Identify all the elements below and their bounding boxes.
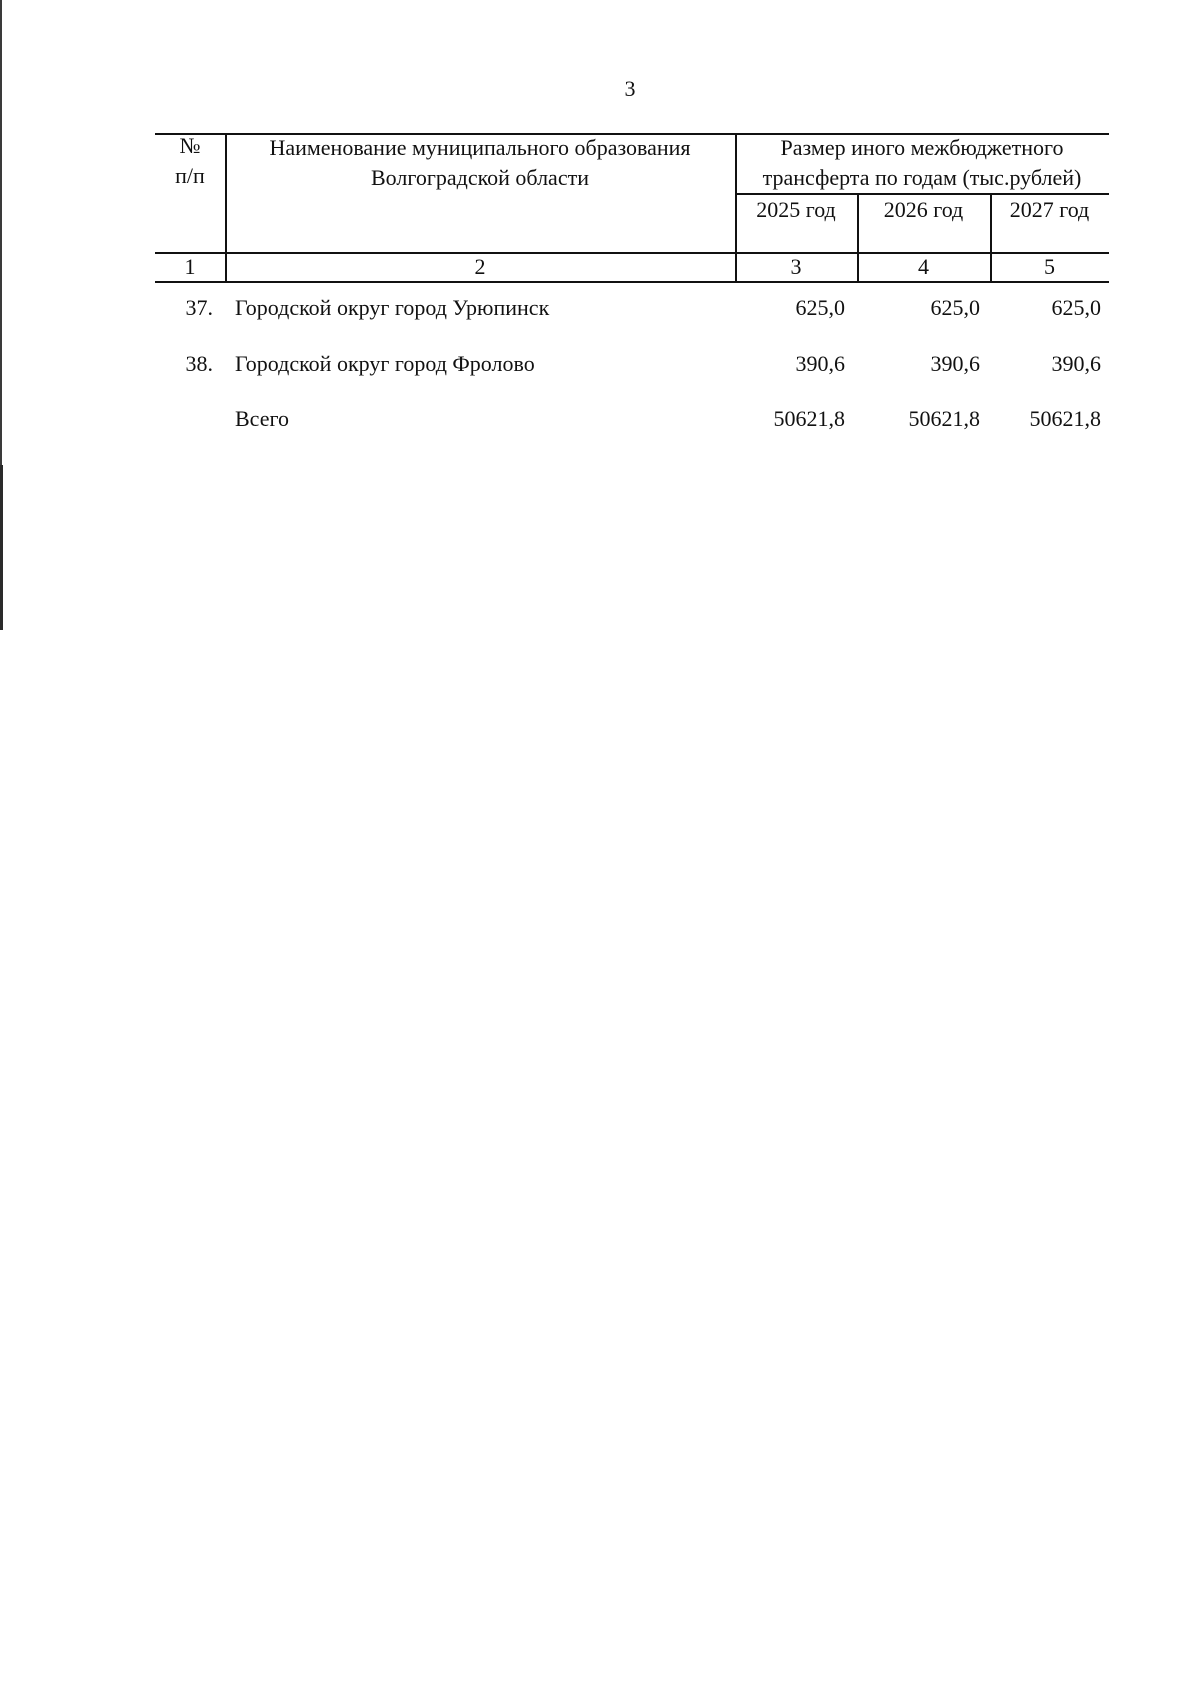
- header-transfer-line1: Размер иного межбюджетного: [780, 135, 1064, 160]
- scan-edge-shadow: [0, 465, 3, 630]
- row-value-2026: 625,0: [930, 295, 980, 320]
- colnum-3: 3: [790, 254, 802, 279]
- row-value-2027: 390,6: [1051, 351, 1101, 376]
- colnum-5: 5: [1044, 254, 1055, 279]
- row-name: Городской округ город Урюпинск: [235, 295, 550, 320]
- row-number: 37.: [185, 295, 213, 320]
- page-number: 3: [624, 76, 636, 101]
- total-value-2026: 50621,8: [908, 406, 980, 431]
- total-value-2027: 50621,8: [1029, 406, 1101, 431]
- row-value-2025: 625,0: [795, 295, 845, 320]
- header-year-2025: 2025 год: [756, 197, 836, 222]
- row-value-2025: 390,6: [795, 351, 845, 376]
- header-transfer-line2: трансферта по годам (тыс.рублей): [762, 165, 1082, 190]
- total-label: Всего: [235, 406, 289, 431]
- row-name: Городской округ город Фролово: [235, 351, 535, 376]
- header-num: № п/п: [175, 133, 205, 188]
- table-header: [155, 133, 1109, 282]
- row-value-2026: 390,6: [930, 351, 980, 376]
- header-name-line1: Наименование муниципального образования: [269, 135, 691, 160]
- colnum-1: 1: [184, 254, 196, 279]
- table-total-row: [155, 406, 1109, 446]
- header-year-2027: 2027 год: [1009, 197, 1090, 222]
- table-row: [155, 351, 1109, 391]
- header-year-2026: 2026 год: [883, 197, 964, 222]
- row-value-2027: 625,0: [1051, 295, 1101, 320]
- colnum-2: 2: [474, 254, 486, 279]
- total-value-2025: 50621,8: [773, 406, 845, 431]
- colnum-4: 4: [918, 254, 929, 279]
- header-name-line2: Волгоградской области: [371, 165, 589, 190]
- row-number: 38.: [185, 351, 213, 376]
- table-row: [155, 295, 1109, 335]
